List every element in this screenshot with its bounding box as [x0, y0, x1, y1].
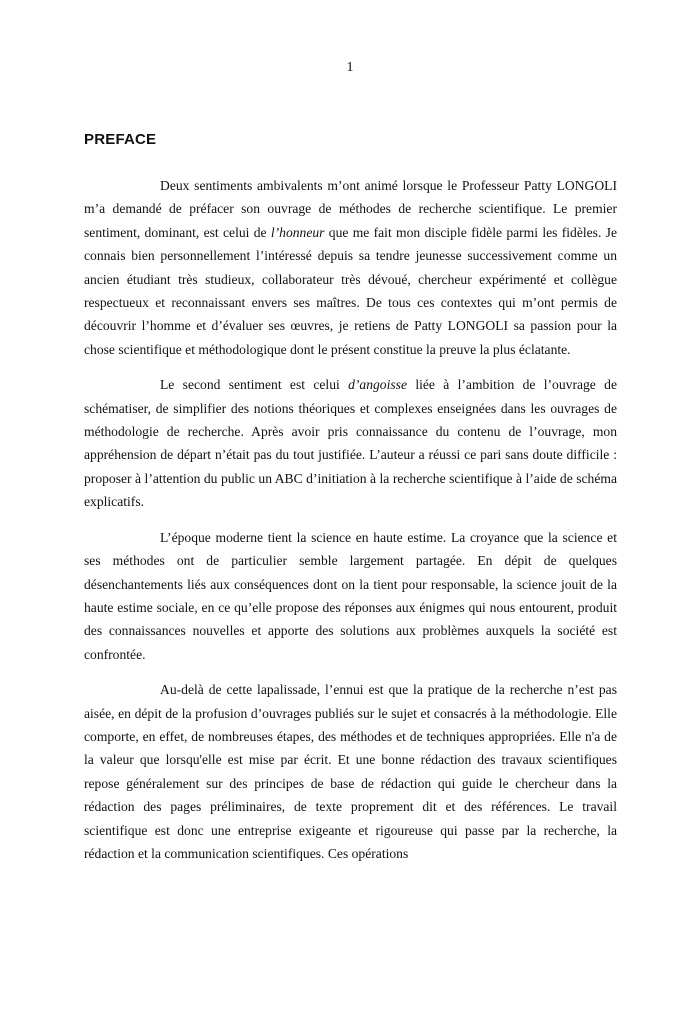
paragraph-text: Deux sentiments ambivalents m’ont animé lorsque le Professeur Patty LONGOLI m’a demandé de préfacer son ouvrage de méthodes de recherche scientifique. Le premier sentiment, dominant, est celui de: [84, 178, 617, 240]
paragraph-angoisse: [84, 373, 617, 513]
paragraph-text: Le second sentiment est celui: [160, 377, 349, 393]
emphasis-honneur: l’honneur: [270, 224, 325, 240]
paragraph-text: L’époque moderne tient la science en haute estime. La croyance que la science et ses méthodes ont de particulier semble largement partagée. En dépit de quelques désenchantements liés aux conséquences dont on la tient pour responsable, la science jouit de la haute estime sociale, en ce qu’elle propose des réponses aux énigmes qui nous entourent, produit des connaissances nouvelles et apporte des solutions aux problèmes auxquels la société est confrontée.: [84, 529, 617, 662]
paragraph-honneur: [84, 174, 617, 361]
paragraph-epoque-moderne: [84, 526, 617, 666]
paragraph-lapalissade: [84, 678, 617, 865]
page-number: 1: [346, 60, 354, 75]
paragraph-text: Au-delà de cette lapalissade, l’ennui est que la pratique de la recherche n’est pas aisée, en dépit de la profusion d’ouvrages publiés sur le sujet et consacrés à la méthodologie. Elle comporte, en effet, de nombreuses étapes, des méthodes et de techniques appropriées. Elle n'a de la valeur que lorsqu'elle est mise par écrit. Et une bonne rédaction des travaux scientifiques repose généralement sur des principes de base de rédaction qui guide le chercheur dans la rédaction des pages préliminaires, de texte proprement dit et des références. Le travail scientifique est donc une entreprise exigeante et rigoureuse qui passe par la recherche, la rédaction et la communication scientifiques. Ces opérations: [84, 682, 617, 861]
emphasis-angoisse: d’angoisse: [348, 377, 407, 393]
paragraph-text: liée à l’ambition de l’ouvrage de schématiser, de simplifier des notions théoriques et complexes enseignées dans les ouvrages de méthodologie de recherche. Après avoir pris connaissance du contenu de l’ouvrage, mon appréhension de départ n’était pas du tout justifiée. L’auteur a réussi ce pari sans doute difficile : proposer à l’attention du public un ABC d’initiation à la recherche scientifique à l’aide de schéma explicatifs.: [84, 377, 617, 510]
preface-body: [84, 174, 617, 877]
paragraph-text: que me fait mon disciple fidèle parmi les fidèles. Je connais bien personnellement l’intéressé depuis sa tendre jeunesse successivement comme un ancien étudiant très studieux, collaborateur très dévoué, chercheur expérimenté et collègue respectueux et reconnaissant envers ses maîtres. De tous ces contextes qui m’ont permis de découvrir l’homme et d’évaluer ses œuvres, je retiens de Patty LONGOLI sa passion pour la chose scientifique et méthodologique dont le présent constitue la preuve la plus éclatante.: [84, 224, 617, 357]
page-title: PREFACE: [84, 131, 157, 148]
